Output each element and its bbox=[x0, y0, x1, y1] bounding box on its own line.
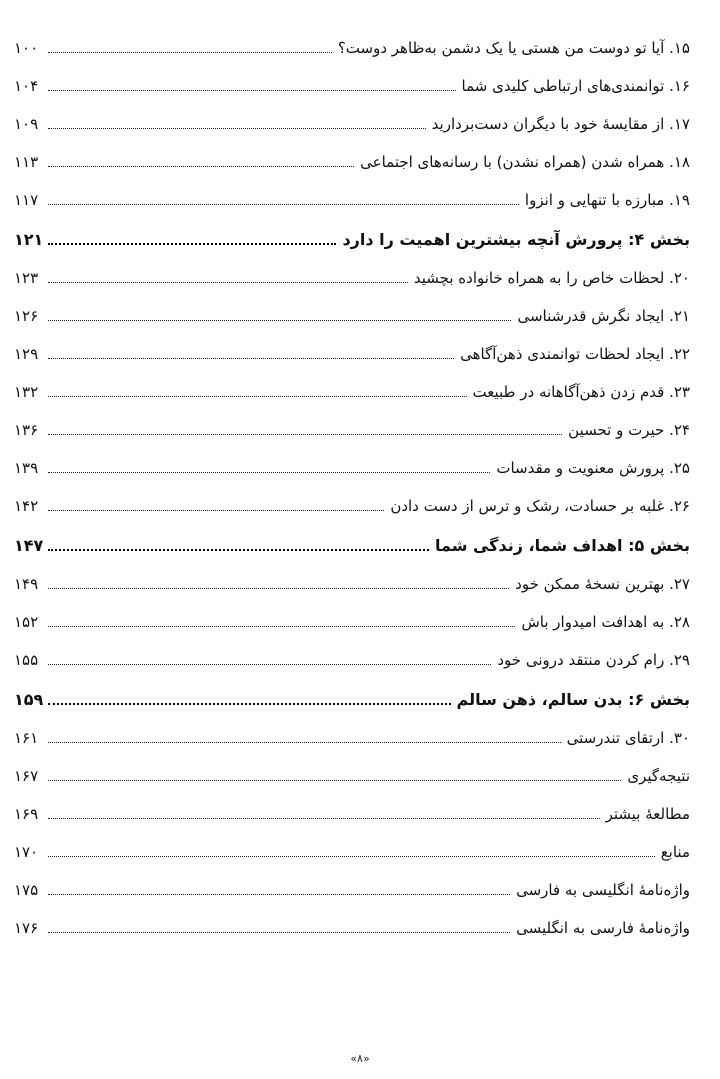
page-number-footer: «۸» bbox=[350, 1052, 370, 1065]
dot-leader bbox=[48, 818, 600, 819]
toc-title: منابع bbox=[660, 843, 690, 861]
toc-title: ۲۴. حیرت و تحسین bbox=[568, 421, 690, 439]
toc-page-number: ۱۰۰ bbox=[14, 39, 39, 57]
toc-entry bbox=[14, 866, 690, 904]
toc-page-number: ۱۷۵ bbox=[14, 881, 39, 899]
toc-page-number: ۱۳۶ bbox=[14, 421, 39, 439]
toc-page-number: ۱۱۳ bbox=[14, 153, 39, 171]
toc-title: ۳۰. ارتقای تندرستی bbox=[566, 729, 690, 747]
toc-entry bbox=[14, 24, 690, 62]
toc-page-number: ۱۴۲ bbox=[14, 497, 39, 515]
dot-leader bbox=[48, 856, 655, 857]
dot-leader bbox=[48, 434, 562, 435]
dot-leader bbox=[48, 128, 426, 129]
toc-page-number: ۱۴۹ bbox=[14, 575, 39, 593]
toc-title: ۲۸. به اهدافت امیدوار باش bbox=[521, 613, 690, 631]
dot-leader bbox=[48, 932, 510, 933]
dot-leader bbox=[48, 52, 332, 53]
toc-entry bbox=[14, 292, 690, 330]
toc-title: ۲۷. بهترین نسخهٔ ممکن خود bbox=[515, 575, 690, 593]
toc-page-number: ۱۲۱ bbox=[14, 230, 44, 249]
dot-leader bbox=[48, 90, 456, 91]
toc-entry bbox=[14, 62, 690, 100]
toc-title: واژه‌نامهٔ فارسی به انگلیسی bbox=[516, 919, 690, 937]
toc-title: ۱۷. از مقایسهٔ خود با دیگران دست‌بردارید bbox=[431, 115, 690, 133]
toc-page-number: ۱۵۲ bbox=[14, 613, 39, 631]
toc-page-number: ۱۰۴ bbox=[14, 77, 39, 95]
dot-leader bbox=[48, 626, 515, 627]
toc-page-number: ۱۰۹ bbox=[14, 115, 39, 133]
toc-title: ۱۸. همراه شدن (همراه نشدن) با رسانه‌های اجتماعی bbox=[360, 153, 690, 171]
toc-title: نتیجه‌گیری bbox=[627, 767, 690, 785]
toc-part-heading bbox=[14, 674, 690, 714]
dot-leader bbox=[48, 472, 490, 473]
table-of-contents bbox=[14, 24, 690, 942]
toc-entry bbox=[14, 444, 690, 482]
dot-leader bbox=[48, 243, 336, 245]
toc-entry bbox=[14, 828, 690, 866]
toc-part-title: بخش ۶: بدن سالم، ذهن سالم bbox=[456, 690, 690, 709]
dot-leader bbox=[48, 510, 384, 511]
toc-page-number: ۱۳۲ bbox=[14, 383, 39, 401]
toc-entry bbox=[14, 636, 690, 674]
dot-leader bbox=[48, 282, 408, 283]
toc-title: ۲۵. پرورش معنویت و مقدسات bbox=[496, 459, 690, 477]
dot-leader bbox=[48, 780, 621, 781]
toc-entry bbox=[14, 368, 690, 406]
toc-part-title: بخش ۵: اهداف شما، زندگی شما bbox=[434, 536, 690, 555]
toc-page-number: ۱۲۳ bbox=[14, 269, 39, 287]
toc-entry bbox=[14, 598, 690, 636]
toc-entry bbox=[14, 254, 690, 292]
toc-title: ۱۹. مبارزه با تنهایی و انزوا bbox=[524, 191, 690, 209]
toc-title: واژه‌نامهٔ انگلیسی به فارسی bbox=[516, 881, 690, 899]
toc-entry bbox=[14, 176, 690, 214]
toc-entry bbox=[14, 138, 690, 176]
dot-leader bbox=[48, 588, 509, 589]
dot-leader bbox=[48, 549, 429, 551]
toc-entry bbox=[14, 790, 690, 828]
toc-entry bbox=[14, 904, 690, 942]
dot-leader bbox=[48, 396, 467, 397]
toc-page-number: ۱۶۱ bbox=[14, 729, 39, 747]
dot-leader bbox=[48, 664, 491, 665]
toc-entry bbox=[14, 330, 690, 368]
toc-title: ۲۲. ایجاد لحظات توانمندی ذهن‌آگاهی bbox=[460, 345, 690, 363]
dot-leader bbox=[48, 358, 454, 359]
toc-entry bbox=[14, 560, 690, 598]
toc-entry bbox=[14, 100, 690, 138]
toc-page-number: ۱۲۹ bbox=[14, 345, 39, 363]
toc-title: ۱۶. توانمندی‌های ارتباطی کلیدی شما bbox=[461, 77, 690, 95]
dot-leader bbox=[48, 742, 561, 743]
toc-page-number: ۱۵۹ bbox=[14, 690, 44, 709]
toc-page-number: ۱۴۷ bbox=[14, 536, 44, 555]
toc-title: ۲۶. غلبه بر حسادت، رشک و ترس از دست دادن bbox=[390, 497, 690, 515]
toc-entry bbox=[14, 482, 690, 520]
toc-page-number: ۱۱۷ bbox=[14, 191, 39, 209]
toc-title: ۱۵. آیا تو دوست من هستی یا یک دشمن به‌ظاهر دوست؟ bbox=[337, 39, 690, 57]
toc-page-number: ۱۵۵ bbox=[14, 651, 39, 669]
toc-page-number: ۱۷۰ bbox=[14, 843, 39, 861]
toc-part-title: بخش ۴: پرورش آنچه بیشترین اهمیت را دارد bbox=[342, 230, 690, 249]
toc-title: ۲۰. لحظات خاص را به همراه خانواده بچشید bbox=[413, 269, 690, 287]
toc-title: ۲۱. ایجاد نگرش قدرشناسی bbox=[517, 307, 690, 325]
dot-leader bbox=[48, 894, 510, 895]
toc-entry bbox=[14, 714, 690, 752]
toc-part-heading bbox=[14, 214, 690, 254]
dot-leader bbox=[48, 703, 451, 705]
toc-entry bbox=[14, 752, 690, 790]
toc-page-number: ۱۶۷ bbox=[14, 767, 39, 785]
toc-title: مطالعهٔ بیشتر bbox=[605, 805, 690, 823]
toc-page-number: ۱۶۹ bbox=[14, 805, 39, 823]
toc-title: ۲۹. رام کردن منتقد درونی خود bbox=[497, 651, 690, 669]
toc-entry bbox=[14, 406, 690, 444]
dot-leader bbox=[48, 166, 354, 167]
dot-leader bbox=[48, 204, 519, 205]
dot-leader bbox=[48, 320, 511, 321]
toc-page-number: ۱۳۹ bbox=[14, 459, 39, 477]
toc-part-heading bbox=[14, 520, 690, 560]
toc-page-number: ۱۲۶ bbox=[14, 307, 39, 325]
toc-page-number: ۱۷۶ bbox=[14, 919, 39, 937]
toc-title: ۲۳. قدم زدن ذهن‌آگاهانه در طبیعت bbox=[472, 383, 690, 401]
